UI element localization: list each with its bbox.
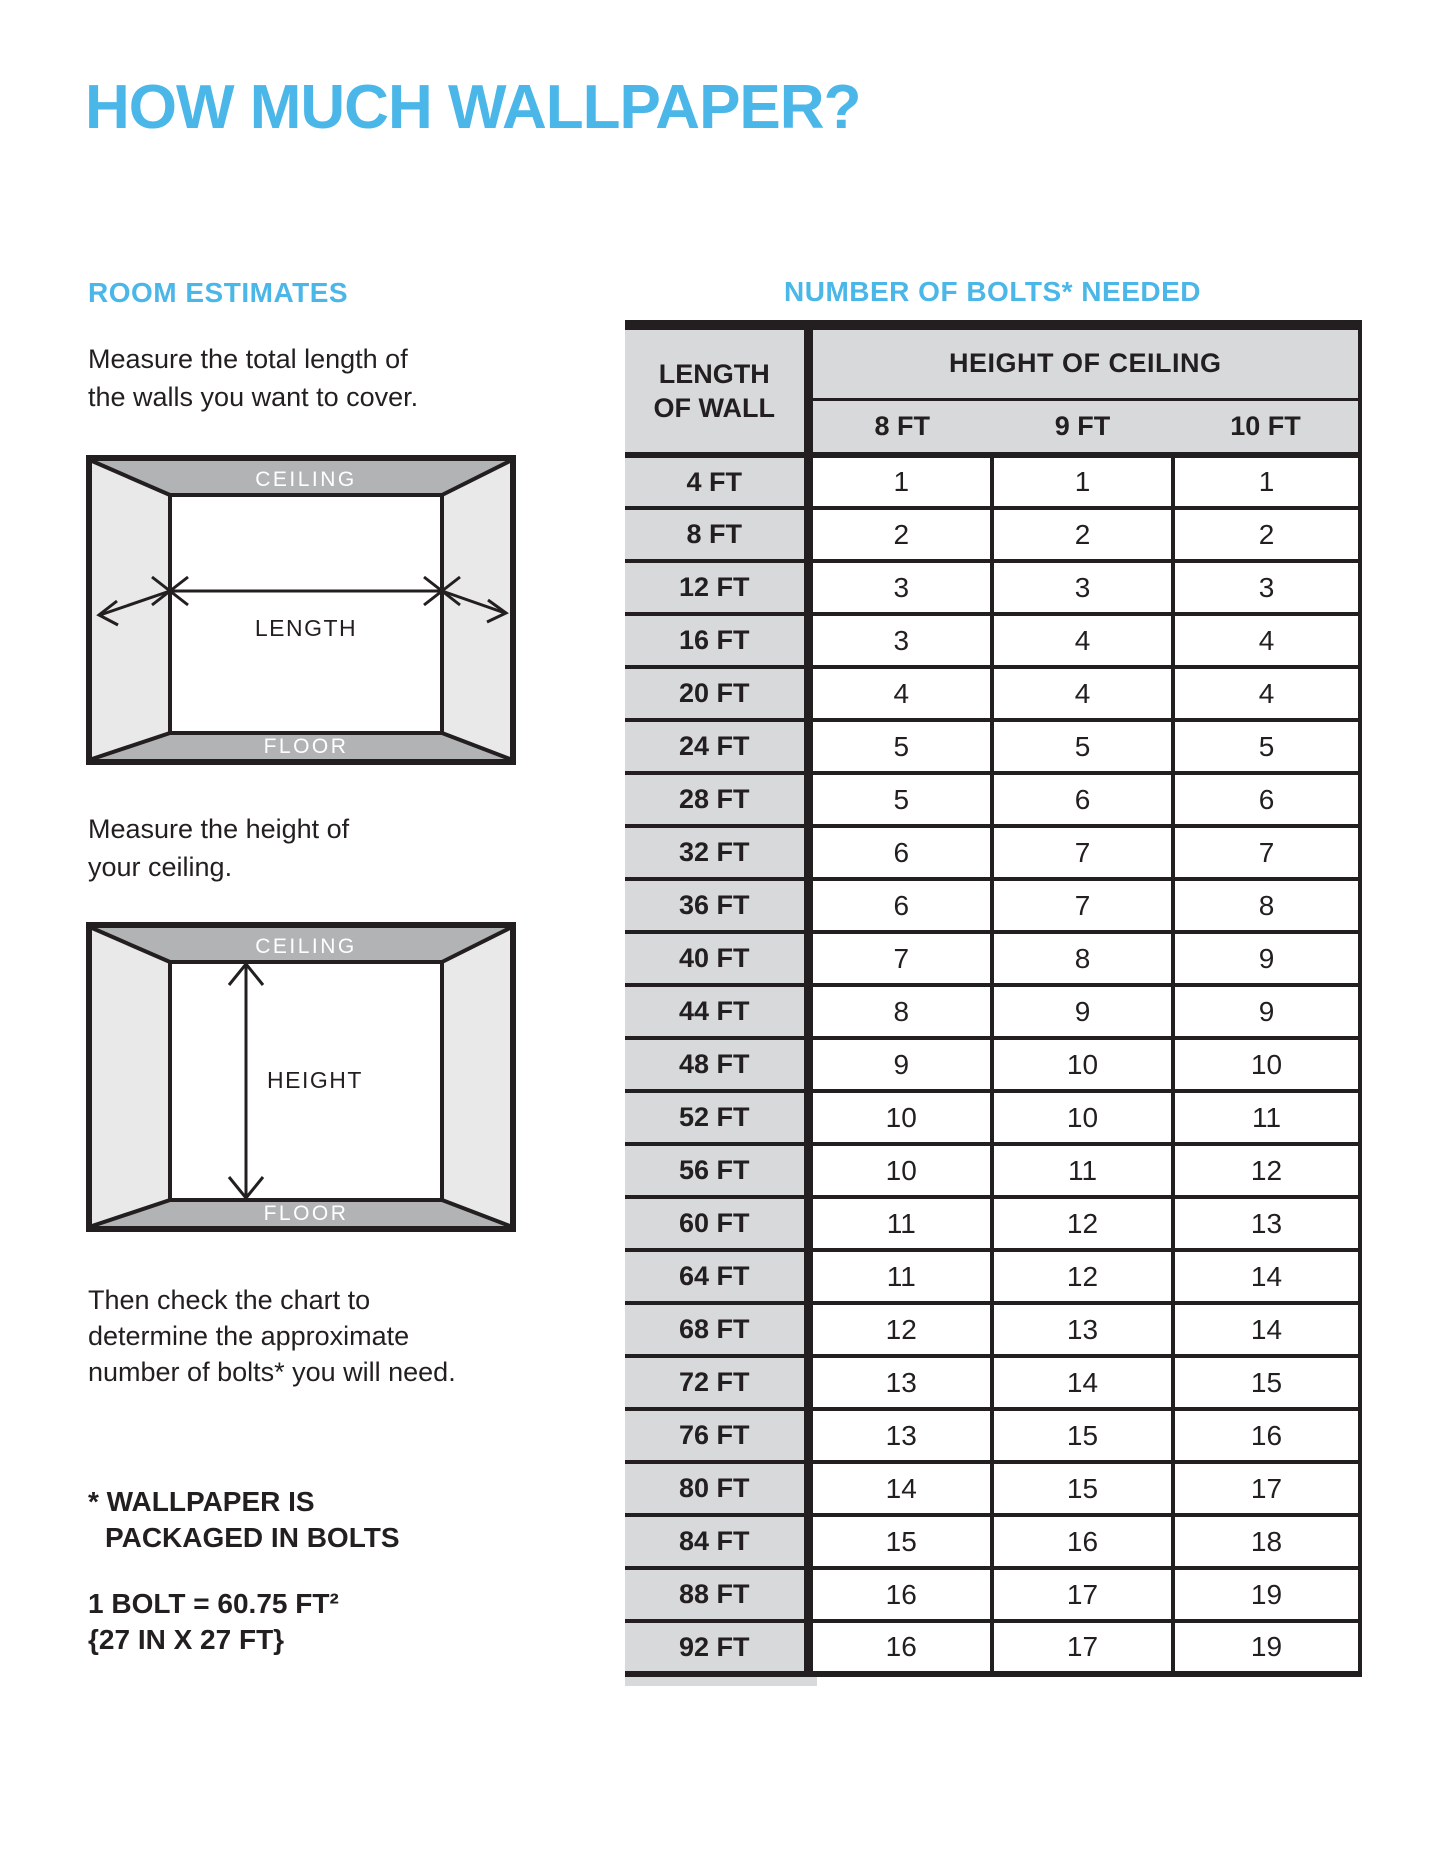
column-header-9ft: 9 FT <box>992 399 1173 455</box>
height-label: HEIGHT <box>267 1067 363 1093</box>
cell: 10 <box>808 1144 992 1197</box>
right-wall-surface <box>442 928 510 1226</box>
table-row <box>625 1462 1360 1515</box>
row-header: 20 FT <box>625 667 808 720</box>
row-header: 44 FT <box>625 985 808 1038</box>
cell: 16 <box>992 1515 1173 1568</box>
cell: 7 <box>1173 826 1360 879</box>
paragraph-line: determine the approximate <box>88 1321 410 1351</box>
footnote-line: PACKAGED IN BOLTS <box>105 1522 400 1553</box>
cell: 13 <box>1173 1197 1360 1250</box>
table-header-row <box>625 325 1360 399</box>
cell: 15 <box>992 1462 1173 1515</box>
row-header: 8 FT <box>625 508 808 561</box>
row-header: 40 FT <box>625 932 808 985</box>
paragraph-line: Measure the total length of <box>88 344 408 374</box>
cell: 5 <box>1173 720 1360 773</box>
cell: 13 <box>992 1303 1173 1356</box>
paragraph-line: your ceiling. <box>88 852 233 882</box>
measure-length-paragraph <box>88 340 418 416</box>
table-row <box>625 1303 1360 1356</box>
cell: 12 <box>992 1197 1173 1250</box>
cell: 5 <box>808 773 992 826</box>
table-row <box>625 826 1360 879</box>
ceiling-label: CEILING <box>255 935 357 958</box>
row-header: 92 FT <box>625 1621 808 1674</box>
cell: 13 <box>808 1409 992 1462</box>
footnote-line: * WALLPAPER IS <box>88 1486 315 1517</box>
cell: 8 <box>1173 879 1360 932</box>
row-header: 4 FT <box>625 455 808 508</box>
paragraph-line: Measure the height of <box>88 814 350 844</box>
cell: 4 <box>1173 614 1360 667</box>
row-header: 52 FT <box>625 1091 808 1144</box>
cell: 9 <box>992 985 1173 1038</box>
cell: 10 <box>992 1091 1173 1144</box>
bolt-size-note <box>88 1586 339 1658</box>
table-row <box>625 508 1360 561</box>
cell: 11 <box>1173 1091 1360 1144</box>
cell: 15 <box>992 1409 1173 1462</box>
room-height-diagram <box>86 922 516 1232</box>
cell: 4 <box>992 614 1173 667</box>
measure-height-paragraph <box>88 810 349 886</box>
cell: 14 <box>992 1356 1173 1409</box>
row-header: 56 FT <box>625 1144 808 1197</box>
paragraph-line: the walls you want to cover. <box>88 382 419 412</box>
cell: 8 <box>992 932 1173 985</box>
cell: 6 <box>1173 773 1360 826</box>
cell: 16 <box>808 1568 992 1621</box>
row-header: 48 FT <box>625 1038 808 1091</box>
column-header-8ft: 8 FT <box>808 399 992 455</box>
back-wall <box>170 495 442 733</box>
table-row <box>625 1621 1360 1674</box>
row-header: 12 FT <box>625 561 808 614</box>
cell: 14 <box>808 1462 992 1515</box>
cell: 19 <box>1173 1621 1360 1674</box>
cell: 9 <box>1173 932 1360 985</box>
row-header: 32 FT <box>625 826 808 879</box>
row-header: 28 FT <box>625 773 808 826</box>
paragraph-line: Then check the chart to <box>88 1285 371 1315</box>
table-row <box>625 667 1360 720</box>
cell: 2 <box>992 508 1173 561</box>
floor-label: FLOOR <box>263 1202 349 1225</box>
height-of-ceiling-header: HEIGHT OF CEILING <box>808 325 1360 399</box>
cell: 19 <box>1173 1568 1360 1621</box>
table-left-column-tab <box>625 1677 817 1686</box>
cell: 4 <box>1173 667 1360 720</box>
table-row <box>625 1038 1360 1091</box>
cell: 11 <box>992 1144 1173 1197</box>
bolts-footnote <box>88 1484 400 1556</box>
cell: 9 <box>1173 985 1360 1038</box>
floor-label: FLOOR <box>263 735 349 758</box>
table-row <box>625 614 1360 667</box>
table-row <box>625 1250 1360 1303</box>
cell: 15 <box>1173 1356 1360 1409</box>
row-header: 72 FT <box>625 1356 808 1409</box>
cell: 1 <box>992 455 1173 508</box>
cell: 12 <box>1173 1144 1360 1197</box>
cell: 15 <box>808 1515 992 1568</box>
table-row <box>625 455 1360 508</box>
row-header: 36 FT <box>625 879 808 932</box>
cell: 9 <box>808 1038 992 1091</box>
cell: 3 <box>1173 561 1360 614</box>
table-row <box>625 985 1360 1038</box>
cell: 10 <box>808 1091 992 1144</box>
cell: 11 <box>808 1197 992 1250</box>
table-row <box>625 561 1360 614</box>
page-title: HOW MUCH WALLPAPER? <box>85 73 861 142</box>
cell: 4 <box>992 667 1173 720</box>
row-header: 64 FT <box>625 1250 808 1303</box>
table-row <box>625 773 1360 826</box>
bolts-table <box>625 320 1362 1677</box>
cell: 14 <box>1173 1303 1360 1356</box>
ceiling-label: CEILING <box>255 468 357 491</box>
paragraph-line: number of bolts* you will need. <box>88 1357 456 1387</box>
row-header: 76 FT <box>625 1409 808 1462</box>
table-row <box>625 879 1360 932</box>
table-row <box>625 1356 1360 1409</box>
table-row <box>625 1197 1360 1250</box>
bolts-needed-heading: NUMBER OF BOLTS* NEEDED <box>784 276 1201 307</box>
bolt-size-line: {27 IN X 27 FT} <box>88 1624 285 1655</box>
cell: 12 <box>808 1303 992 1356</box>
row-header: 24 FT <box>625 720 808 773</box>
table-row <box>625 1091 1360 1144</box>
row-header: 16 FT <box>625 614 808 667</box>
row-header: 80 FT <box>625 1462 808 1515</box>
cell: 17 <box>1173 1462 1360 1515</box>
table-row <box>625 720 1360 773</box>
cell: 7 <box>992 879 1173 932</box>
cell: 17 <box>992 1568 1173 1621</box>
cell: 18 <box>1173 1515 1360 1568</box>
cell: 17 <box>992 1621 1173 1674</box>
table-row <box>625 932 1360 985</box>
cell: 2 <box>1173 508 1360 561</box>
cell: 7 <box>992 826 1173 879</box>
cell: 7 <box>808 932 992 985</box>
cell: 5 <box>992 720 1173 773</box>
cell: 11 <box>808 1250 992 1303</box>
bolt-size-line: 1 BOLT = 60.75 FT² <box>88 1588 339 1619</box>
cell: 16 <box>1173 1409 1360 1462</box>
table-row <box>625 1515 1360 1568</box>
length-label: LENGTH <box>254 615 358 641</box>
room-length-diagram <box>86 455 516 765</box>
cell: 6 <box>808 879 992 932</box>
row-header: 88 FT <box>625 1568 808 1621</box>
cell: 6 <box>808 826 992 879</box>
cell: 10 <box>1173 1038 1360 1091</box>
cell: 1 <box>1173 455 1360 508</box>
cell: 4 <box>808 667 992 720</box>
column-header-10ft: 10 FT <box>1173 399 1360 455</box>
table-row <box>625 1568 1360 1621</box>
cell: 3 <box>992 561 1173 614</box>
row-header: 60 FT <box>625 1197 808 1250</box>
cell: 5 <box>808 720 992 773</box>
room-estimates-heading: ROOM ESTIMATES <box>88 277 349 308</box>
length-of-wall-header: LENGTH OF WALL <box>625 325 808 455</box>
bolts-table-area <box>625 320 1360 1686</box>
cell: 13 <box>808 1356 992 1409</box>
cell: 6 <box>992 773 1173 826</box>
cell: 14 <box>1173 1250 1360 1303</box>
cell: 1 <box>808 455 992 508</box>
left-wall-surface <box>92 928 170 1226</box>
check-chart-paragraph <box>88 1282 456 1390</box>
cell: 12 <box>992 1250 1173 1303</box>
cell: 16 <box>808 1621 992 1674</box>
table-row <box>625 1409 1360 1462</box>
table-row <box>625 1144 1360 1197</box>
cell: 3 <box>808 614 992 667</box>
cell: 2 <box>808 508 992 561</box>
cell: 8 <box>808 985 992 1038</box>
cell: 10 <box>992 1038 1173 1091</box>
cell: 3 <box>808 561 992 614</box>
row-header: 84 FT <box>625 1515 808 1568</box>
row-header: 68 FT <box>625 1303 808 1356</box>
